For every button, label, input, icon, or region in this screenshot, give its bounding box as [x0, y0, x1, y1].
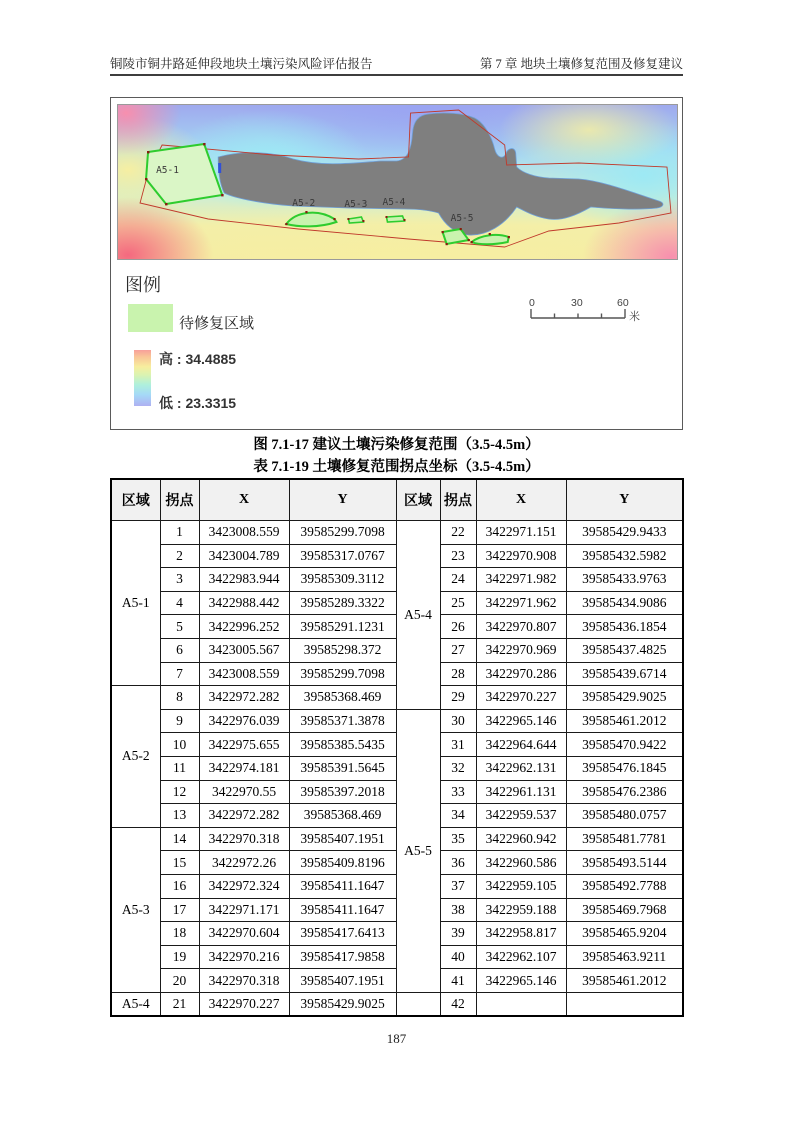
point-number-cell: 9: [160, 709, 199, 733]
y-coord-cell: 39585385.5435: [289, 733, 396, 757]
x-coord-cell: 3423005.567: [199, 638, 289, 662]
scale-tick-60: 60: [617, 297, 629, 309]
region-cell-left: A5-2: [111, 686, 160, 828]
table-row: [111, 992, 683, 1016]
color-ramp: [134, 350, 151, 406]
y-coord-cell: 39585461.2012: [566, 709, 683, 733]
y-coord-cell: 39585434.9086: [566, 591, 683, 615]
y-coord-cell: 39585469.7968: [566, 898, 683, 922]
point-number-cell: 21: [160, 992, 199, 1016]
heatmap-svg: [118, 105, 677, 259]
table-header-row: [111, 479, 683, 521]
coords-table-body: [111, 521, 683, 1017]
scale-bar: [529, 296, 659, 324]
y-coord-cell: 39585433.9763: [566, 568, 683, 592]
y-coord-cell: 39585463.9211: [566, 945, 683, 969]
y-coord-cell: 39585397.2018: [289, 780, 396, 804]
x-coord-cell: [476, 992, 566, 1016]
x-coord-cell: 3422960.942: [476, 827, 566, 851]
x-coord-cell: 3422983.944: [199, 568, 289, 592]
point-number-cell: 19: [160, 945, 199, 969]
scale-tick-30: 30: [571, 297, 583, 309]
x-coord-cell: 3423008.559: [199, 521, 289, 545]
x-coord-cell: 3422970.227: [476, 686, 566, 710]
y-coord-cell: 39585411.1647: [289, 874, 396, 898]
y-coord-cell: 39585417.9858: [289, 945, 396, 969]
x-coord-cell: 3422972.26: [199, 851, 289, 875]
point-number-cell: 3: [160, 568, 199, 592]
blue-mark: [218, 163, 221, 173]
x-coord-cell: 3423008.559: [199, 662, 289, 686]
point-number-cell: 5: [160, 615, 199, 639]
x-coord-cell: 3422970.55: [199, 780, 289, 804]
y-coord-cell: 39585429.9025: [566, 686, 683, 710]
y-coord-cell: 39585407.1951: [289, 969, 396, 993]
region-cell-left: A5-4: [111, 992, 160, 1016]
table-title: 表 7.1-19 土壤修复范围拐点坐标（3.5-4.5m）: [253, 459, 540, 475]
figure-box: [110, 97, 683, 430]
table-row: [111, 709, 683, 733]
y-coord-cell: 39585429.9025: [289, 992, 396, 1016]
y-coord-cell: 39585476.2386: [566, 780, 683, 804]
point-number-cell: 22: [440, 521, 476, 545]
x-coord-cell: 3422959.105: [476, 874, 566, 898]
point-number-cell: 37: [440, 874, 476, 898]
point-number-cell: 29: [440, 686, 476, 710]
x-coord-cell: 3422971.171: [199, 898, 289, 922]
x-coord-cell: 3422974.181: [199, 756, 289, 780]
point-number-cell: 36: [440, 851, 476, 875]
running-header: [110, 54, 683, 72]
x-coord-cell: 3422970.227: [199, 992, 289, 1016]
x-coord-cell: 3422970.604: [199, 922, 289, 946]
x-coord-cell: 3422972.282: [199, 686, 289, 710]
x-coord-cell: 3422962.131: [476, 756, 566, 780]
x-coord-cell: 3422964.644: [476, 733, 566, 757]
point-number-cell: 38: [440, 898, 476, 922]
point-number-cell: 10: [160, 733, 199, 757]
x-coord-cell: 3422970.908: [476, 544, 566, 568]
region-cell-right: [396, 992, 440, 1016]
point-number-cell: 26: [440, 615, 476, 639]
remediation-swatch: [128, 304, 173, 332]
point-number-cell: 8: [160, 686, 199, 710]
y-coord-cell: 39585309.3112: [289, 568, 396, 592]
x-coord-cell: 3422976.039: [199, 709, 289, 733]
x-coord-cell: 3422970.216: [199, 945, 289, 969]
y-coord-cell: 39585476.1845: [566, 756, 683, 780]
point-number-cell: 31: [440, 733, 476, 757]
header-region-left: 区域: [111, 479, 160, 521]
remediation-label: 待修复区域: [179, 316, 255, 332]
region-cell-left: A5-1: [111, 521, 160, 686]
y-coord-cell: 39585291.1231: [289, 615, 396, 639]
point-number-cell: 24: [440, 568, 476, 592]
y-coord-cell: 39585481.7781: [566, 827, 683, 851]
point-number-cell: 33: [440, 780, 476, 804]
point-number-cell: 20: [160, 969, 199, 993]
x-coord-cell: 3422971.151: [476, 521, 566, 545]
header-point-right: 拐点: [440, 479, 476, 521]
y-coord-cell: [566, 992, 683, 1016]
remediation-area-a5-3: [348, 217, 363, 223]
y-coord-cell: 39585465.9204: [566, 922, 683, 946]
coordinates-table: [110, 478, 684, 1017]
x-coord-cell: 3422988.442: [199, 591, 289, 615]
y-coord-cell: 39585368.469: [289, 686, 396, 710]
table-row: [111, 521, 683, 545]
x-coord-cell: 3422962.107: [476, 945, 566, 969]
header-rule: [110, 74, 683, 76]
x-coord-cell: 3422972.282: [199, 804, 289, 828]
point-number-cell: 11: [160, 756, 199, 780]
point-number-cell: 25: [440, 591, 476, 615]
map-label-a5-5: A5-5: [450, 213, 474, 224]
y-coord-cell: 39585493.5144: [566, 851, 683, 875]
y-coord-cell: 39585461.2012: [566, 969, 683, 993]
scale-unit: 米: [629, 311, 640, 323]
point-number-cell: 17: [160, 898, 199, 922]
point-number-cell: 34: [440, 804, 476, 828]
y-coord-cell: 39585411.1647: [289, 898, 396, 922]
x-coord-cell: 3422970.318: [199, 969, 289, 993]
point-number-cell: 1: [160, 521, 199, 545]
y-coord-cell: 39585407.1951: [289, 827, 396, 851]
x-coord-cell: 3422959.188: [476, 898, 566, 922]
point-number-cell: 42: [440, 992, 476, 1016]
x-coord-cell: 3422996.252: [199, 615, 289, 639]
y-coord-cell: 39585432.5982: [566, 544, 683, 568]
point-number-cell: 40: [440, 945, 476, 969]
point-number-cell: 23: [440, 544, 476, 568]
x-coord-cell: 3422961.131: [476, 780, 566, 804]
header-point-left: 拐点: [160, 479, 199, 521]
x-coord-cell: 3422959.537: [476, 804, 566, 828]
y-coord-cell: 39585299.7098: [289, 521, 396, 545]
y-coord-cell: 39585437.4825: [566, 638, 683, 662]
scale-bar-line: [531, 309, 625, 318]
point-number-cell: 14: [160, 827, 199, 851]
y-coord-cell: 39585299.7098: [289, 662, 396, 686]
region-cell-right: A5-5: [396, 709, 440, 992]
point-number-cell: 30: [440, 709, 476, 733]
y-coord-cell: 39585436.1854: [566, 615, 683, 639]
x-coord-cell: 3422965.146: [476, 969, 566, 993]
page-number: 187: [386, 1031, 407, 1046]
x-coord-cell: 3422972.324: [199, 874, 289, 898]
y-coord-cell: 39585368.469: [289, 804, 396, 828]
scale-tick-0: 0: [529, 297, 535, 309]
map-label-a5-2: A5-2: [292, 198, 316, 209]
ramp-high-label: 高 : 34.4885: [159, 351, 237, 367]
y-coord-cell: 39585492.7788: [566, 874, 683, 898]
x-coord-cell: 3422975.655: [199, 733, 289, 757]
x-coord-cell: 3422971.982: [476, 568, 566, 592]
y-coord-cell: 39585409.8196: [289, 851, 396, 875]
header-y-right: Y: [566, 479, 683, 521]
x-coord-cell: 3422970.286: [476, 662, 566, 686]
point-number-cell: 13: [160, 804, 199, 828]
ramp-low-label: 低 : 23.3315: [159, 395, 237, 411]
point-number-cell: 35: [440, 827, 476, 851]
point-number-cell: 6: [160, 638, 199, 662]
point-number-cell: 2: [160, 544, 199, 568]
x-coord-cell: 3422970.318: [199, 827, 289, 851]
map-label-a5-3: A5-3: [344, 199, 368, 210]
remediation-area-a5-4: [386, 216, 404, 222]
point-number-cell: 41: [440, 969, 476, 993]
region-cell-right: A5-4: [396, 521, 440, 710]
map-label-a5-4: A5-4: [382, 197, 406, 208]
point-number-cell: 32: [440, 756, 476, 780]
x-coord-cell: 3422960.586: [476, 851, 566, 875]
x-coord-cell: 3423004.789: [199, 544, 289, 568]
y-coord-cell: 39585417.6413: [289, 922, 396, 946]
point-number-cell: 18: [160, 922, 199, 946]
point-number-cell: 39: [440, 922, 476, 946]
point-number-cell: 7: [160, 662, 199, 686]
x-coord-cell: 3422970.807: [476, 615, 566, 639]
map-label-a5-1: A5-1: [156, 165, 179, 176]
y-coord-cell: 39585429.9433: [566, 521, 683, 545]
figure-caption: 图 7.1-17 建议土壤污染修复范围（3.5-4.5m）: [253, 437, 540, 453]
point-number-cell: 12: [160, 780, 199, 804]
point-number-cell: 28: [440, 662, 476, 686]
x-coord-cell: 3422970.969: [476, 638, 566, 662]
y-coord-cell: 39585470.9422: [566, 733, 683, 757]
header-x-left: X: [199, 479, 289, 521]
x-coord-cell: 3422965.146: [476, 709, 566, 733]
legend-item-remediation: [128, 304, 254, 332]
legend-title: 图例: [125, 275, 161, 295]
y-coord-cell: 39585439.6714: [566, 662, 683, 686]
y-coord-cell: 39585391.5645: [289, 756, 396, 780]
y-coord-cell: 39585289.3322: [289, 591, 396, 615]
y-coord-cell: 39585371.3878: [289, 709, 396, 733]
y-coord-cell: 39585298.372: [289, 638, 396, 662]
point-number-cell: 4: [160, 591, 199, 615]
header-y-left: Y: [289, 479, 396, 521]
map-image: [117, 104, 678, 260]
y-coord-cell: 39585317.0767: [289, 544, 396, 568]
point-number-cell: 15: [160, 851, 199, 875]
point-number-cell: 27: [440, 638, 476, 662]
point-number-cell: 16: [160, 874, 199, 898]
running-header-left: 铜陵市铜井路延伸段地块土壤污染风险评估报告: [110, 57, 373, 71]
x-coord-cell: 3422958.817: [476, 922, 566, 946]
running-header-right: 第 7 章 地块土壤修复范围及修复建议: [479, 57, 683, 71]
header-x-right: X: [476, 479, 566, 521]
header-region-right: 区域: [396, 479, 440, 521]
x-coord-cell: 3422971.962: [476, 591, 566, 615]
region-cell-left: A5-3: [111, 827, 160, 992]
y-coord-cell: 39585480.0757: [566, 804, 683, 828]
